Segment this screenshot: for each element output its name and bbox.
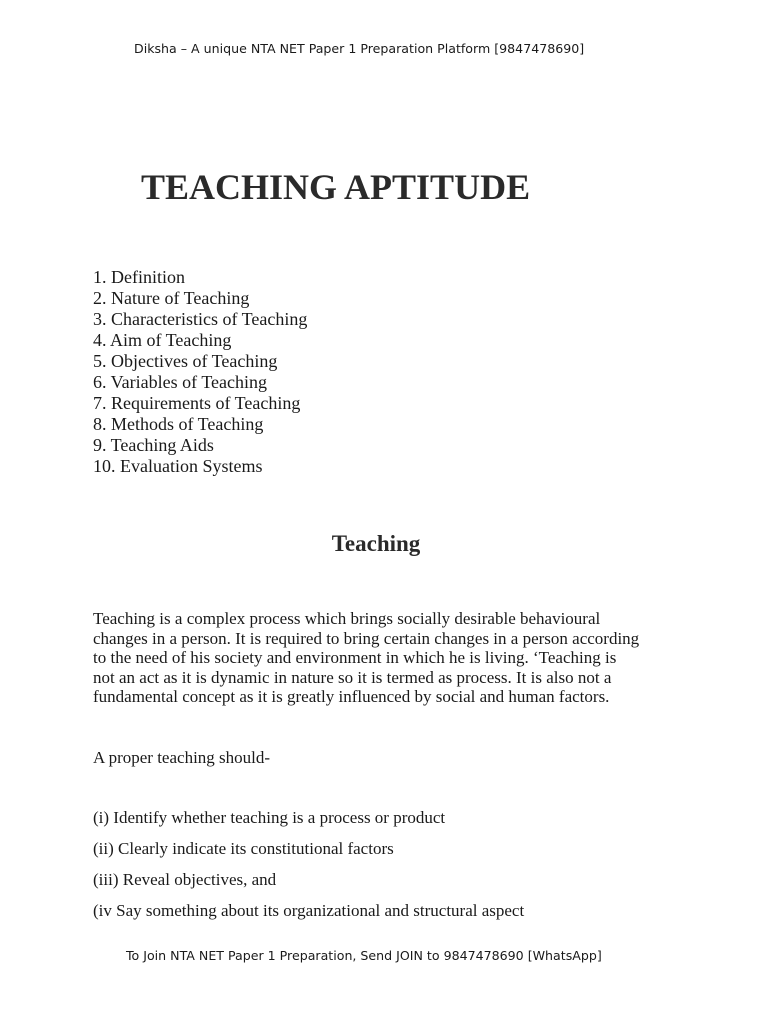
lead-sentence: A proper teaching should- [93,748,271,767]
toc-item: 5. Objectives of Teaching [93,351,278,371]
criteria-list [93,808,524,932]
toc-item: 7. Requirements of Teaching [93,393,301,413]
document-title: TEACHING APTITUDE [141,167,531,207]
page-header: Diksha – A unique NTA NET Paper 1 Preparation Platform [9847478690] [134,41,585,56]
toc-item: 4. Aim of Teaching [93,330,232,350]
toc-item: 10. Evaluation Systems [93,456,263,476]
section-heading: Teaching [331,531,421,556]
paragraph-line: to the need of his society and environment in which he is living. ‘Teaching is [93,648,617,668]
toc-item: 1. Definition [93,267,185,287]
criteria-item: (iii) Reveal objectives, and [93,870,277,889]
table-of-contents [93,267,307,477]
toc-item: 3. Characteristics of Teaching [93,309,308,329]
toc-item: 2. Nature of Teaching [93,288,250,308]
toc-item: 6. Variables of Teaching [93,372,268,392]
toc-item: 9. Teaching Aids [93,435,214,455]
toc-item: 8. Methods of Teaching [93,414,264,434]
paragraph-line: Teaching is a complex process which brings socially desirable behavioural [93,609,601,628]
paragraph-line: not an act as it is dynamic in nature so it is termed as process. It is also not a [93,667,612,687]
paragraph-line: changes in a person. It is required to bring certain changes in a person according [93,628,640,648]
page-footer: To Join NTA NET Paper 1 Preparation, Send JOIN to 9847478690 [WhatsApp] [126,948,602,963]
criteria-item: (ii) Clearly indicate its constitutional factors [93,839,394,858]
paragraph-line: fundamental concept as it is greatly influenced by social and human factors. [93,687,610,707]
section-paragraph [93,609,693,707]
criteria-item: (iv Say something about its organizational and structural aspect [93,901,525,920]
criteria-item: (i) Identify whether teaching is a process or product [93,808,446,827]
